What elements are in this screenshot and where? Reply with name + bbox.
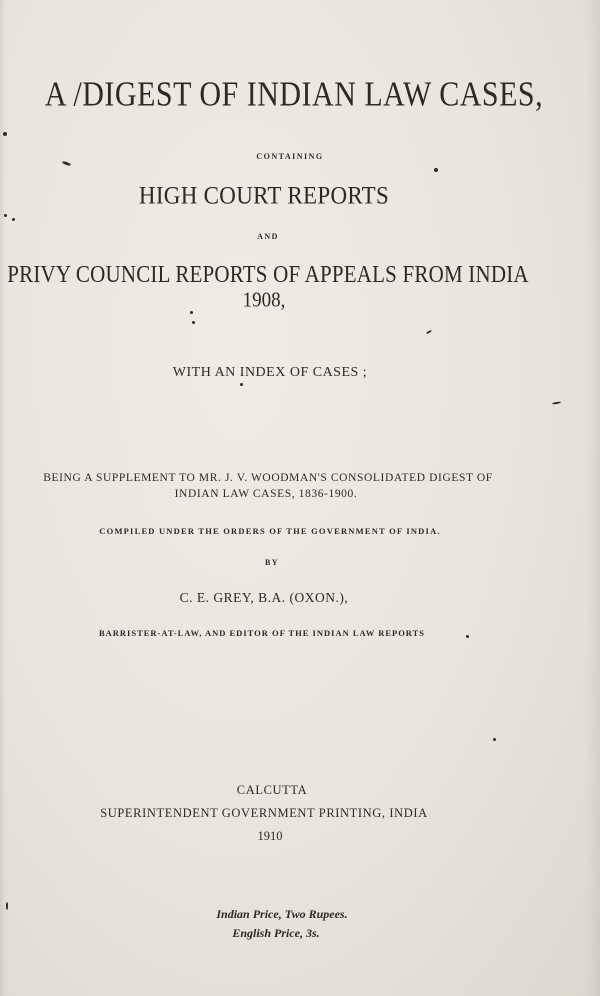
author-credentials: BARRISTER-AT-LAW, AND EDITOR OF THE INDIAN LAW REPORTS xyxy=(98,628,426,638)
publisher-name: SUPERINTENDENT GOVERNMENT PRINTING, INDIA xyxy=(100,806,428,820)
page-right-edge xyxy=(586,0,600,996)
and-label: AND xyxy=(257,232,279,241)
ink-speck xyxy=(4,214,7,217)
ink-speck xyxy=(493,738,496,741)
indian-price: Indian Price, Two Rupees. xyxy=(216,907,348,921)
ink-speck xyxy=(240,383,243,386)
containing-label: CONTAINING xyxy=(256,152,324,161)
ink-speck xyxy=(426,330,432,335)
ink-speck xyxy=(552,401,561,405)
by-label: BY xyxy=(264,558,280,567)
ink-speck xyxy=(6,902,8,910)
publication-year: 1910 xyxy=(257,829,283,843)
ink-speck xyxy=(3,132,7,136)
publisher-city: CALCUTTA xyxy=(236,783,308,797)
ink-speck xyxy=(192,321,195,324)
privy-council-heading: PRIVY COUNCIL REPORTS OF APPEALS FROM INDIA xyxy=(7,260,529,288)
supplement-line-1: BEING A SUPPLEMENT TO MR. J. V. WOODMAN'S CONSOLIDATED DIGEST OF xyxy=(43,472,493,484)
ink-speck xyxy=(434,168,438,172)
ink-speck xyxy=(62,161,71,167)
year-covered: 1908, xyxy=(242,288,286,312)
index-of-cases-line: WITH AN INDEX OF CASES ; xyxy=(172,365,368,380)
ink-speck xyxy=(12,218,15,221)
supplement-line-2: INDIAN LAW CASES, 1836-1900. xyxy=(174,488,358,500)
ink-speck xyxy=(190,311,193,314)
ink-speck xyxy=(466,635,469,638)
english-price: English Price, 3s. xyxy=(232,926,320,940)
main-title: A /DIGEST OF INDIAN LAW CASES, xyxy=(44,75,544,114)
author-name: C. E. GREY, B.A. (OXON.), xyxy=(179,590,349,605)
compiled-under-orders: COMPILED UNDER THE ORDERS OF THE GOVERNMENT OF INDIA. xyxy=(99,526,441,536)
high-court-reports-heading: HIGH COURT REPORTS xyxy=(138,181,390,210)
